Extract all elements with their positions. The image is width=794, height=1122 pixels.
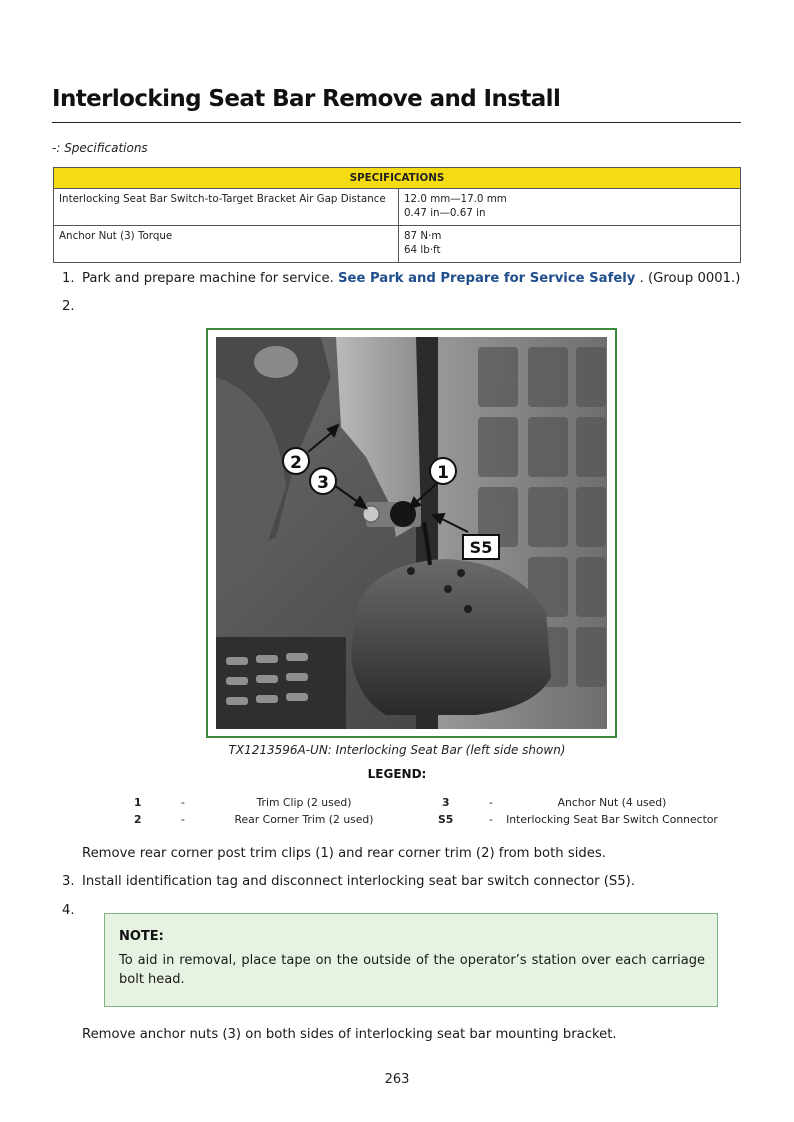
legend-dash: -: [489, 813, 493, 826]
step-number: 3.: [62, 874, 75, 889]
step-number: 1.: [62, 271, 75, 286]
step-text: . (Group 0001.): [635, 271, 741, 286]
callout-2: [283, 448, 309, 474]
spec-value-imperial: 0.47 in—0.67 in: [404, 207, 486, 219]
title-divider: [52, 122, 741, 123]
spec-item-cell: Anchor Nut (3) Torque: [54, 226, 399, 263]
specifications-caption: -: Specifications: [52, 141, 148, 155]
step-number: 2.: [62, 299, 75, 314]
specifications-table: [53, 167, 741, 263]
figure-caption: TX1213596A-UN: Interlocking Seat Bar (left side shown): [228, 743, 566, 757]
park-and-prepare-link[interactable]: See Park and Prepare for Service Safely: [338, 271, 636, 286]
specifications-table-header: SPECIFICATIONS: [54, 168, 741, 189]
step-text: Install identification tag and disconnect interlocking seat bar switch connector (S5).: [82, 874, 636, 889]
spec-item-cell: Interlocking Seat Bar Switch-to-Target Bracket Air Gap Distance: [54, 189, 399, 226]
legend-number: 3: [442, 796, 450, 809]
legend-dash: -: [181, 796, 185, 809]
svg-text:3: 3: [317, 473, 329, 493]
note-box: [104, 913, 718, 1007]
callout-s5: [463, 535, 499, 559]
legend-number: S5: [438, 813, 454, 826]
svg-text:2: 2: [290, 453, 302, 473]
table-row: [54, 226, 741, 263]
svg-text:1: 1: [437, 463, 449, 483]
step-number: 4.: [62, 903, 75, 918]
interlocking-seat-bar-photo: [216, 337, 607, 729]
spec-value-imperial: 64 lb·ft: [404, 244, 441, 256]
spec-value-metric: 87 N·m: [404, 230, 442, 242]
page-number: 263: [384, 1072, 410, 1087]
legend-number: 2: [134, 813, 142, 826]
step-4-instruction: Remove anchor nuts (3) on both sides of interlocking seat bar mounting bracket.: [82, 1027, 617, 1042]
note-title: NOTE:: [119, 929, 164, 944]
svg-text:S5: S5: [469, 538, 493, 557]
legend-label: Trim Clip (2 used): [256, 796, 352, 809]
legend-dash: -: [489, 796, 493, 809]
legend-number: 1: [134, 796, 142, 809]
legend-label: Interlocking Seat Bar Switch Connector: [506, 813, 718, 826]
legend-label: Rear Corner Trim (2 used): [234, 813, 374, 826]
page-title: Interlocking Seat Bar Remove and Install: [52, 86, 561, 112]
legend-title: LEGEND:: [367, 767, 427, 781]
step-2-instruction: Remove rear corner post trim clips (1) and rear corner trim (2) from both sides.: [82, 846, 606, 861]
legend-label: Anchor Nut (4 used): [557, 796, 667, 809]
figure-frame: [206, 328, 617, 738]
table-row: [54, 189, 741, 226]
spec-value-metric: 12.0 mm—17.0 mm: [404, 193, 507, 205]
spec-value-cell: [399, 189, 741, 226]
callout-3: [310, 468, 336, 494]
legend-dash: -: [181, 813, 185, 826]
spec-value-cell: [399, 226, 741, 263]
step-text: Park and prepare machine for service.: [82, 271, 339, 286]
note-body: To aid in removal, place tape on the outside of the operator’s station over each carriage bolt head.: [119, 953, 705, 987]
callout-1: [430, 458, 456, 484]
